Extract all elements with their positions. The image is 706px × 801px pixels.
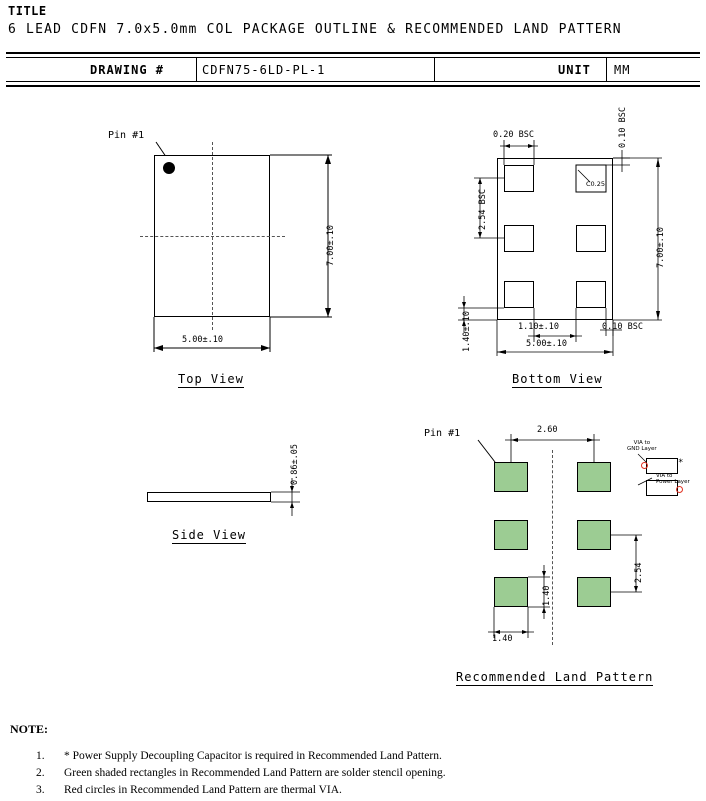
header-divider [606, 57, 607, 82]
note-number: 1. [36, 750, 45, 762]
title-label: TITLE [8, 4, 47, 18]
top-view-pin1-label: Pin #1 [108, 130, 145, 141]
bottom-view-pad-gap-value: 1.10±.10 [518, 322, 559, 332]
note-number: 2. [36, 767, 45, 779]
top-view-caption: Top View [178, 372, 244, 386]
legend-gnd-pad-symbol [646, 458, 678, 474]
land-pitch-x-value: 2.60 [537, 425, 558, 435]
legend-power-via-icon [676, 486, 683, 493]
side-view-caption: Side View [172, 528, 247, 542]
chamfer-value: C0.25 [586, 180, 606, 188]
bottom-view-height-value: 7.00±.10 [656, 227, 666, 268]
header-rule-bottom [6, 85, 700, 87]
legend-gnd-via-icon [641, 462, 648, 469]
note-number: 3. [36, 784, 45, 796]
land-pattern-caption: Recommended Land Pattern [456, 670, 654, 684]
bottom-view-pitch-value: 2.54 BSC [478, 189, 488, 230]
top-view-group [100, 120, 360, 400]
land-pad-width-value: 1.40 [492, 634, 513, 644]
note-text: Green shaded rectangles in Recommended Land Pattern are solder stencil opening. [64, 767, 446, 779]
bottom-view-pad-bottom-value: 1.40±.10 [462, 311, 472, 352]
bottom-view-bsc-right-value: 0.10 BSC [618, 107, 628, 148]
side-view-group [100, 444, 360, 560]
drawing-number-label: DRAWING # [90, 62, 165, 77]
top-view-height-value: 7.00±.10 [326, 225, 336, 266]
header-divider [196, 57, 197, 82]
legend-gnd-via-line1: VIA to [633, 440, 651, 446]
notes-title: NOTE: [10, 722, 49, 736]
bottom-view-bsc-bottom-value: 0.10 BSC [602, 322, 643, 332]
page-title: 6 LEAD CDFN 7.0x5.0mm COL PACKAGE OUTLINE & RECOMMENDED LAND PATTERN [8, 22, 622, 37]
legend-asterisk: * [678, 458, 684, 468]
land-pad-height-value: 1.40 [542, 585, 552, 606]
top-view-width-dimension [100, 120, 360, 400]
bottom-view-caption: Bottom View [512, 372, 603, 386]
bottom-view-pad-offset-value: 0.20 BSC [493, 130, 534, 140]
header-rule-top [6, 52, 700, 54]
unit-label: UNIT [558, 62, 591, 77]
note-text: * Power Supply Decoupling Capacitor is required in Recommended Land Pattern. [64, 750, 442, 762]
bottom-view-width-value: 5.00±.10 [526, 339, 567, 349]
legend-gnd-via-line2: GND Layer [627, 446, 657, 453]
land-pitch-y-value: 2.54 [634, 562, 644, 583]
side-view-thickness-value: 0.86±.05 [290, 444, 300, 485]
legend-power-via-line2: Power Layer [656, 479, 690, 486]
land-pattern-pin1-label: Pin #1 [424, 428, 461, 439]
bottom-view-width-dimension [440, 120, 700, 400]
unit-value: MM [614, 62, 631, 77]
legend-power-via-label [656, 473, 690, 486]
land-pattern-group [420, 420, 700, 700]
note-text: Red circles in Recommended Land Pattern are thermal VIA. [64, 784, 342, 796]
top-view-width-value: 5.00±.10 [182, 335, 223, 345]
legend-gnd-via-label [627, 440, 657, 453]
bottom-view-group [440, 107, 700, 400]
header-divider [434, 57, 435, 82]
drawing-number-value: CDFN75-6LD-PL-1 [202, 62, 326, 77]
legend-power-via-line1: VIA to [656, 473, 673, 479]
